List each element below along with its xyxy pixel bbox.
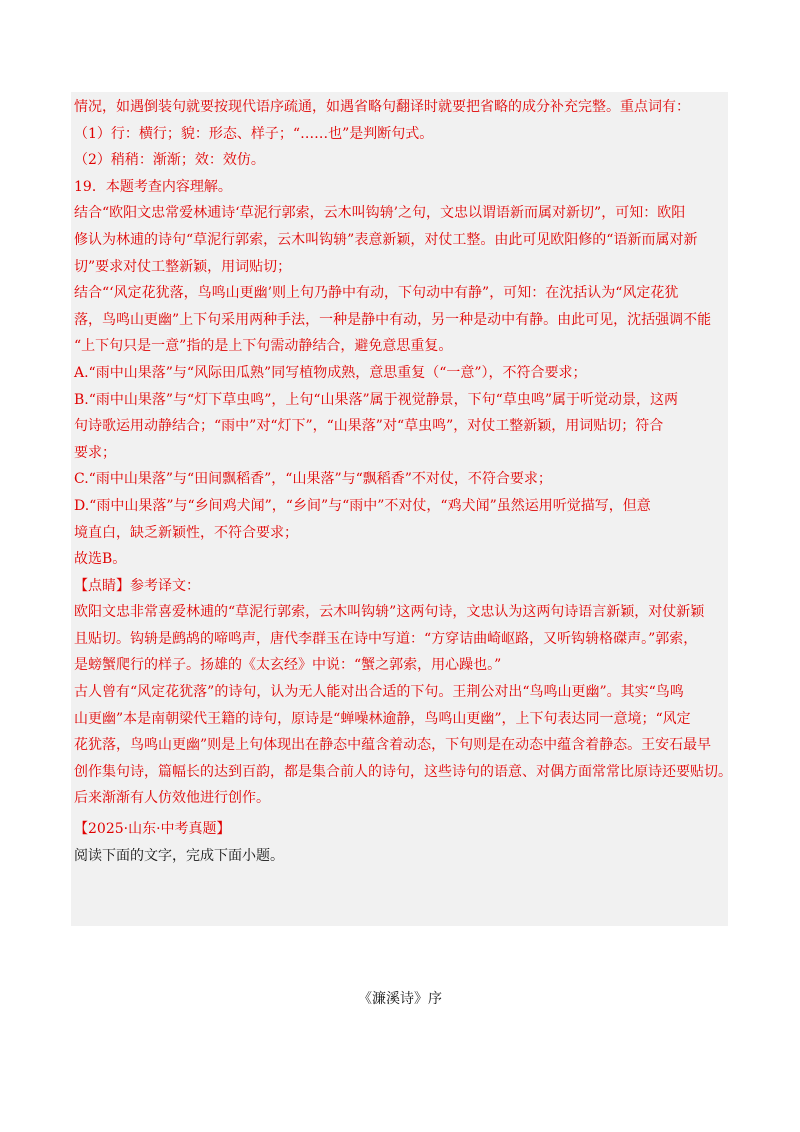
- option-c: C.“雨中山果落”与“田间飘稻香”，“山果落”与“飘稻香”不对仗，不符合要求；: [74, 471, 552, 488]
- text-line: （1）行：横行；貌：形态、样子；“……也”是判断句式。: [74, 125, 434, 142]
- option-d: D.“雨中山果落”与“乡间鸡犬闻”，“乡间”与“雨中”不对仗，“鸡犬闻”虽然运用听觉描写，但意: [74, 497, 651, 514]
- translation-line: 古人曾有“风定花犹落”的诗句，认为无人能对出合适的下句。王荆公对出“鸟鸣山更幽”。其实“鸟鸣: [74, 684, 684, 701]
- text-line: “上下句只是一意”指的是上下句需动静结合，避免意思重复。: [74, 338, 453, 355]
- option-b: B.“雨中山果落”与“灯下草虫鸣”，上句“山果落”属于视觉静景，下句“草虫鸣”属于听觉动景，这两: [74, 391, 678, 408]
- text-line: （2）稍稍：渐渐；效：效仿。: [74, 152, 265, 169]
- text-line: 要求；: [74, 444, 116, 461]
- answer-choice: 故选B。: [74, 551, 127, 568]
- option-a: A.“雨中山果落”与“风际田瓜熟”同写植物成熟，意思重复（“一意”），不符合要求；: [74, 364, 587, 381]
- text-line: 结合“‘风定花犹落，鸟鸣山更幽’则上句乃静中有动，下句动中有静”，可知：在沈括认为“风定花犹: [74, 285, 679, 302]
- section-source-tag: 【2025·山东·中考真题】: [74, 821, 231, 838]
- question-heading: 19．本题考查内容理解。: [74, 178, 232, 195]
- tip-heading: 【点睛】参考译文：: [74, 577, 200, 594]
- translation-line: 花犹落，鸟鸣山更幽”则是上句体现出在静态中蕴含着动态，下句则是在动态中蕴含着静态。王安石最早: [74, 737, 712, 754]
- text-line: 修认为林逋的诗句“草泥行郭索，云木叫钩辀”表意新颖，对仗工整。由此可见欧阳修的“语新而属对新: [74, 231, 698, 248]
- text-line: 句诗歌运用动静结合；“雨中”对“灯下”，“山果落”对“草虫鸣”，对仗工整新颖，用词贴切；符合: [74, 418, 664, 435]
- translation-line: 欧阳文忠非常喜爱林逋的“草泥行郭索，云木叫钩辀”这两句诗，文忠认为这两句诗语言新颖，对仗新颖: [74, 604, 705, 621]
- text-line: 情况，如遇倒装句就要按现代语序疏通，如遇省略句翻译时就要把省略的成分补充完整。重点词有：: [74, 99, 690, 115]
- translation-line: 是螃蟹爬行的样子。扬雄的《太玄经》中说：“蟹之郭索，用心躁也。”: [74, 657, 502, 674]
- translation-line: 且贴切。钩辀是鹧鸪的啼鸣声，唐代李群玉在诗中写道：“方穿诘曲崎岖路，又听钩辀格磔声。”郭索，: [74, 630, 698, 647]
- text-line: 境直白，缺乏新颖性，不符合要求；: [74, 524, 298, 541]
- translation-line: 山更幽”本是南朝梁代王籍的诗句，原诗是“蝉噪林逾静，鸟鸣山更幽”，上下句表达同一意境；“风定: [74, 710, 691, 727]
- instruction-line: 阅读下面的文字，完成下面小题。: [74, 847, 284, 864]
- document-body: [74, 94, 734, 869]
- translation-line: 后来渐渐有人仿效他进行创作。: [74, 790, 270, 807]
- text-line: 结合“欧阳文忠常爱林逋诗‘草泥行郭索，云木叫钩辀’之句，文忠以谓语新而属对新切”，可知：欧阳: [74, 205, 686, 222]
- passage-title: 《濂溪诗》序: [358, 991, 442, 1007]
- text-line: 切”要求对仗工整新颖，用词贴切；: [74, 258, 292, 275]
- text-line: 落，鸟鸣山更幽”上下句采用两种手法，一种是静中有动，另一种是动中有静。由此可见，沈括强调不能: [74, 311, 712, 328]
- translation-line: 创作集句诗，篇幅长的达到百韵，都是集合前人的诗句，这些诗句的语意、对偶方面常常比原诗还要贴切。: [74, 763, 732, 780]
